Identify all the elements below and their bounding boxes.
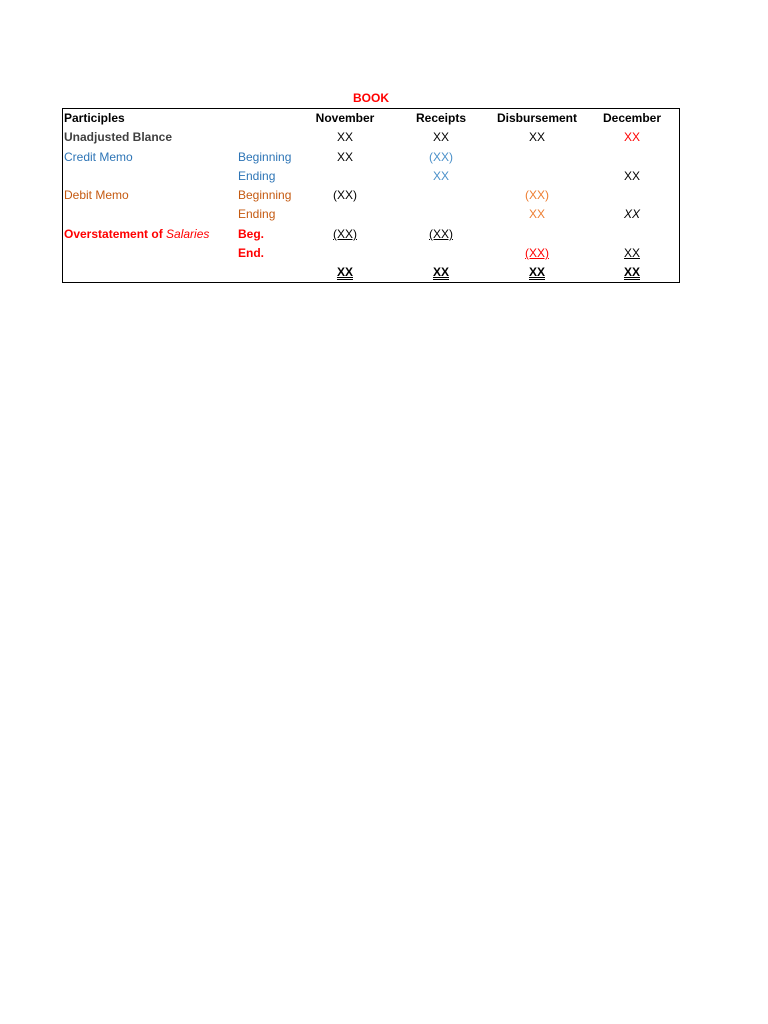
- header-december: December: [602, 111, 662, 125]
- unadjusted-december: XX: [623, 130, 640, 144]
- overstatement-end-december: XX: [623, 246, 640, 260]
- table-header-row: [63, 109, 679, 128]
- overstatement-label-prefix: Overstatement of: [64, 227, 167, 241]
- credit-memo-ending-december: XX: [623, 169, 640, 183]
- header-disbursement: Disbursement: [496, 111, 578, 125]
- credit-memo-november: XX: [336, 150, 353, 164]
- overstatement-end-label: End.: [238, 246, 264, 260]
- book-title: BOOK: [353, 91, 389, 105]
- header-receipts: Receipts: [415, 111, 467, 125]
- debit-memo-label: Debit Memo: [64, 188, 129, 202]
- unadjusted-receipts: XX: [432, 130, 449, 144]
- header-participles: Participles: [64, 111, 125, 125]
- overstatement-end-disbursement: (XX): [525, 246, 549, 260]
- debit-memo-disbursement: (XX): [525, 188, 549, 202]
- credit-memo-ending-label: Ending: [238, 169, 276, 183]
- table-row-credit-memo-beginning: [63, 148, 679, 167]
- total-december: XX: [623, 265, 640, 279]
- unadjusted-disbursement: XX: [528, 130, 545, 144]
- overstatement-label-salaries: Salaries: [166, 227, 210, 241]
- credit-memo-ending-receipts: XX: [432, 169, 449, 183]
- debit-memo-ending-december: XX: [623, 207, 640, 221]
- debit-memo-ending-label: Ending: [238, 207, 276, 221]
- overstatement-beg-label: Beg.: [238, 227, 265, 241]
- table-row-overstatement-end: [63, 244, 679, 263]
- total-receipts: XX: [432, 265, 449, 279]
- unadjusted-label: Unadjusted Blance: [64, 130, 173, 144]
- table-row-credit-memo-ending: [63, 167, 679, 186]
- overstatement-label: [64, 225, 234, 244]
- table-row-debit-memo-ending: [63, 205, 679, 224]
- debit-memo-beginning-label: Beginning: [238, 188, 292, 202]
- header-november: November: [315, 111, 375, 125]
- unadjusted-november: XX: [336, 130, 353, 144]
- total-disbursement: XX: [528, 265, 545, 279]
- credit-memo-label: Credit Memo: [64, 150, 133, 164]
- credit-memo-beginning-label: Beginning: [238, 150, 292, 164]
- debit-memo-november: (XX): [333, 188, 357, 202]
- credit-memo-receipts: (XX): [429, 150, 453, 164]
- debit-memo-ending-disbursement: XX: [528, 207, 545, 221]
- table-row-totals: [63, 263, 679, 282]
- overstatement-november: (XX): [333, 227, 357, 241]
- overstatement-receipts: (XX): [429, 227, 453, 241]
- table-row-debit-memo-beginning: [63, 186, 679, 205]
- table-row-overstatement-beg: [63, 225, 679, 244]
- reconciliation-table: [62, 108, 680, 283]
- table-row-unadjusted: [63, 128, 679, 147]
- total-november: XX: [336, 265, 353, 279]
